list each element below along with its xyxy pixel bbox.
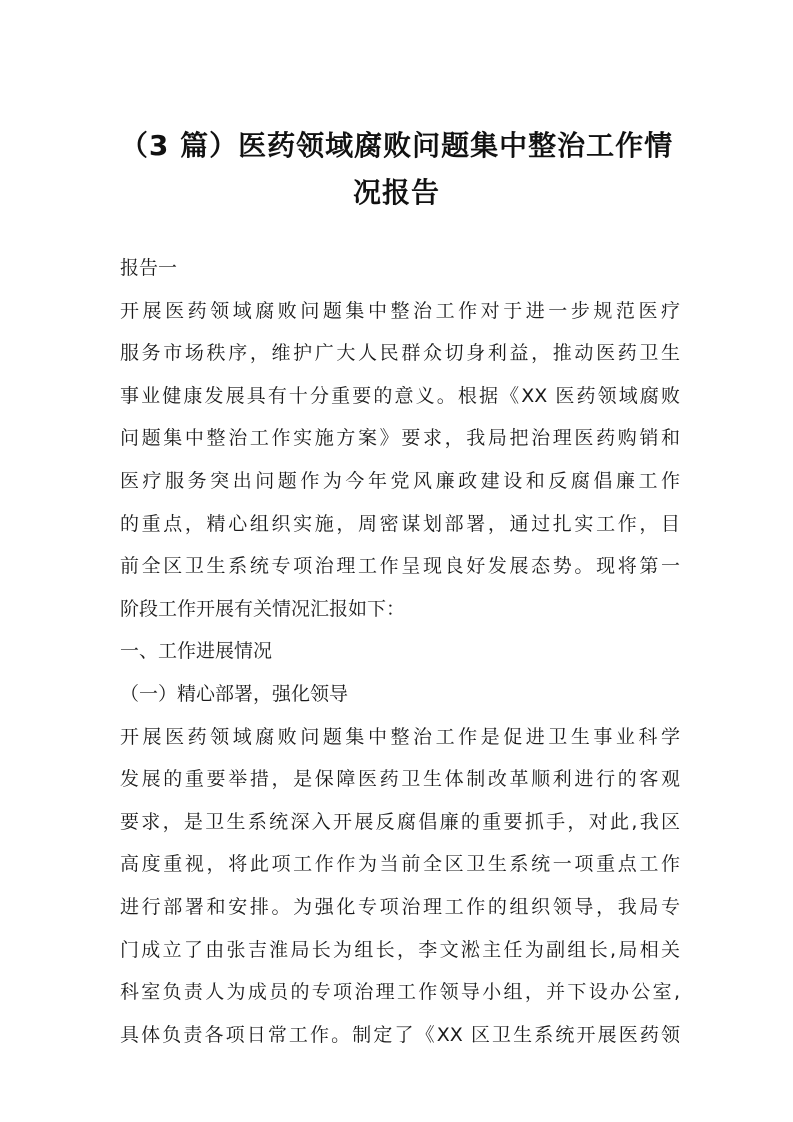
subsection-heading: （一）精心部署，强化领导 xyxy=(120,682,349,705)
paragraph-line: 问题集中整治工作实施方案》要求，我局把治理医药购销和 xyxy=(120,427,680,450)
paragraph-line: 门成立了由张吉淮局长为组长，李文淞主任为副组长,局相关 xyxy=(120,938,680,961)
paragraph-line: 前全区卫生系统专项治理工作呈现良好发展态势。现将第一 xyxy=(120,555,680,578)
paragraph-line: 医疗服务突出问题作为今年党风廉政建设和反腐倡廉工作 xyxy=(120,469,680,492)
paragraph-line: 开展医药领域腐败问题集中整治工作是促进卫生事业科学 xyxy=(120,725,680,748)
paragraph-line: 要求，是卫生系统深入开展反腐倡廉的重要抓手，对此,我区 xyxy=(120,810,680,833)
paragraph-line: 进行部署和安排。为强化专项治理工作的组织领导，我局专 xyxy=(120,895,680,918)
paragraph-line: 的重点，精心组织实施，周密谋划部署，通过扎实工作，目 xyxy=(120,512,680,535)
paragraph-line: 具体负责各项日常工作。制定了《XX 区卫生系统开展医药领 xyxy=(120,1023,680,1046)
paragraph-line: 服务市场秩序，维护广大人民群众切身利益，推动医药卫生 xyxy=(120,342,680,365)
paragraph-line: 阶段工作开展有关情况汇报如下： xyxy=(120,597,406,620)
document-title-line-2: 况报告 xyxy=(352,176,440,209)
paragraph-line: 事业健康发展具有十分重要的意义。根据《XX 医药领域腐败 xyxy=(120,384,680,407)
document-body xyxy=(120,247,680,1056)
document-title-line-1: （3 篇）医药领域腐败问题集中整治工作情 xyxy=(119,129,674,162)
section-label: 报告一 xyxy=(120,257,178,279)
section-heading: 一、工作进展情况 xyxy=(120,640,273,663)
paragraph-line: 科室负责人为成员的专项治理工作领导小组，并下设办公室, xyxy=(120,981,680,1004)
paragraph-line: 高度重视，将此项工作作为当前全区卫生系统一项重点工作 xyxy=(120,853,680,876)
paragraph-line: 发展的重要举措，是保障医药卫生体制改革顺利进行的客观 xyxy=(120,768,680,791)
paragraph-line: 开展医药领域腐败问题集中整治工作对于进一步规范医疗 xyxy=(120,299,680,322)
